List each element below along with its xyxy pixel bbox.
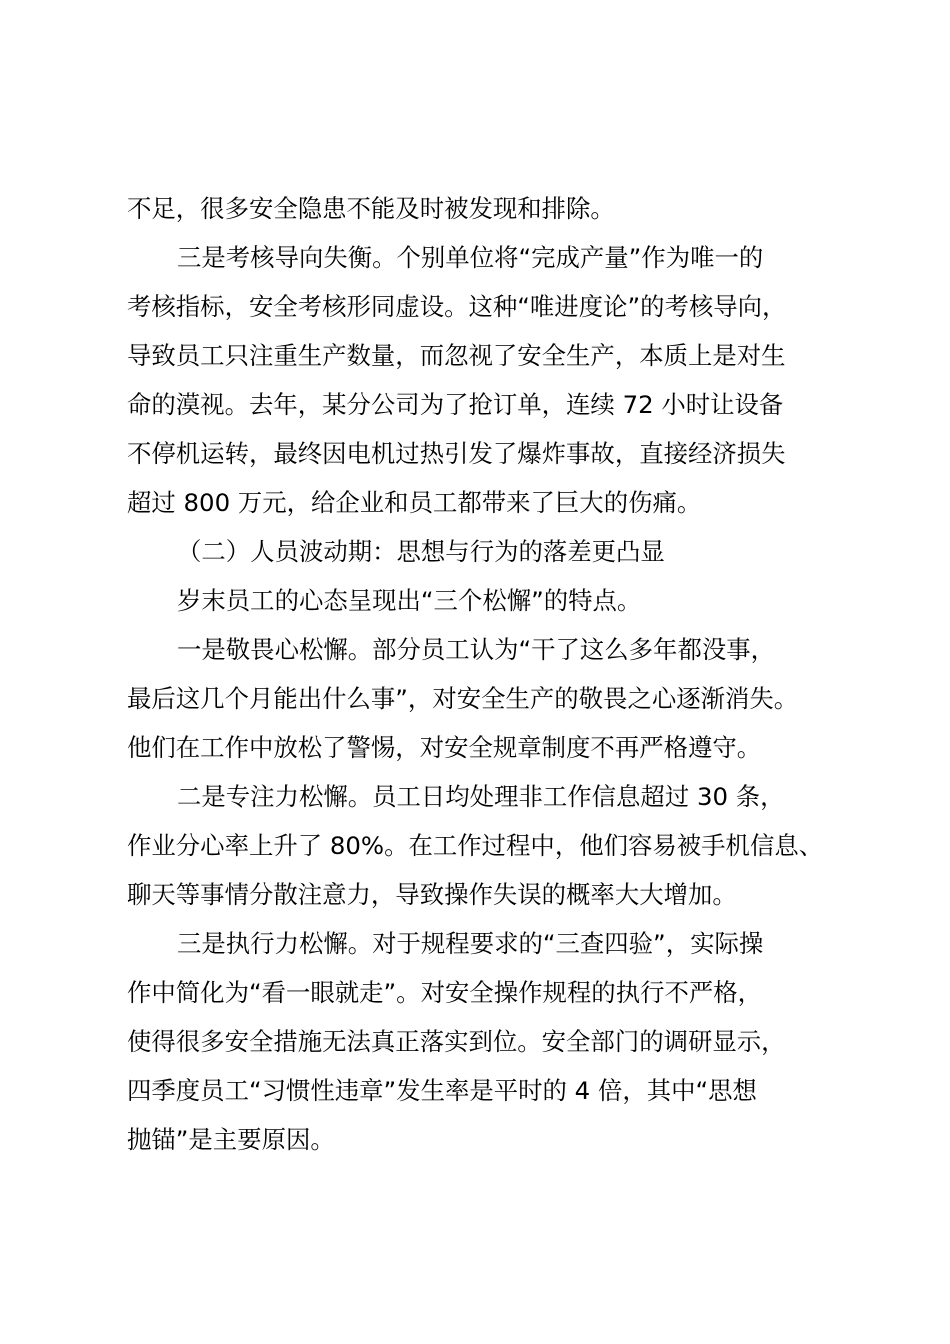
text-line: 最后这几个月能出什么事”，对安全生产的敬畏之心逐渐消失。: [127, 684, 799, 713]
text-line: 四季度员工“习惯性违章”发生率是平时的 4 倍，其中“思想: [127, 1076, 757, 1105]
text-line: 使得很多安全措施无法真正落实到位。安全部门的调研显示，: [127, 1027, 786, 1056]
text-line: 抛锚”是主要原因。: [127, 1125, 335, 1154]
text-line: 岁末员工的心态呈现出“三个松懈”的特点。: [177, 586, 642, 615]
text-line: 命的漠视。去年，某分公司为了抢订单，连续 72 小时让设备: [127, 390, 784, 419]
text-line: 不足，很多安全隐患不能及时被发现和排除。: [127, 194, 615, 223]
text-line: 作中简化为“看一眼就走”。对安全操作规程的执行不严格，: [127, 978, 763, 1007]
section-heading: （二）人员波动期：思想与行为的落差更凸显: [177, 537, 665, 566]
text-line: 聊天等事情分散注意力，导致操作失误的概率大大增加。: [127, 880, 737, 909]
text-line: 一是敬畏心松懈。部分员工认为“干了这么多年都没事，: [177, 635, 776, 664]
text-line: 三是考核导向失衡。个别单位将“完成产量”作为唯一的: [177, 243, 764, 272]
text-line: 他们在工作中放松了警惕，对安全规章制度不再严格遵守。: [127, 733, 762, 762]
text-line: 导致员工只注重生产数量，而忽视了安全生产，本质上是对生: [127, 341, 786, 370]
text-line: 二是专注力松懈。员工日均处理非工作信息超过 30 条，: [177, 782, 785, 811]
text-line: 不停机运转，最终因电机过热引发了爆炸事故，直接经济损失: [127, 439, 786, 468]
text-line: 超过 800 万元，给企业和员工都带来了巨大的伤痛。: [127, 488, 702, 517]
document-body: [127, 184, 847, 1164]
text-line: 考核指标，安全考核形同虚设。这种“唯进度论”的考核导向，: [127, 292, 787, 321]
text-line: 作业分心率上升了 80%。在工作过程中，他们容易被手机信息、: [127, 831, 824, 860]
text-line: 三是执行力松懈。对于规程要求的“三查四验”，实际操: [177, 929, 764, 958]
